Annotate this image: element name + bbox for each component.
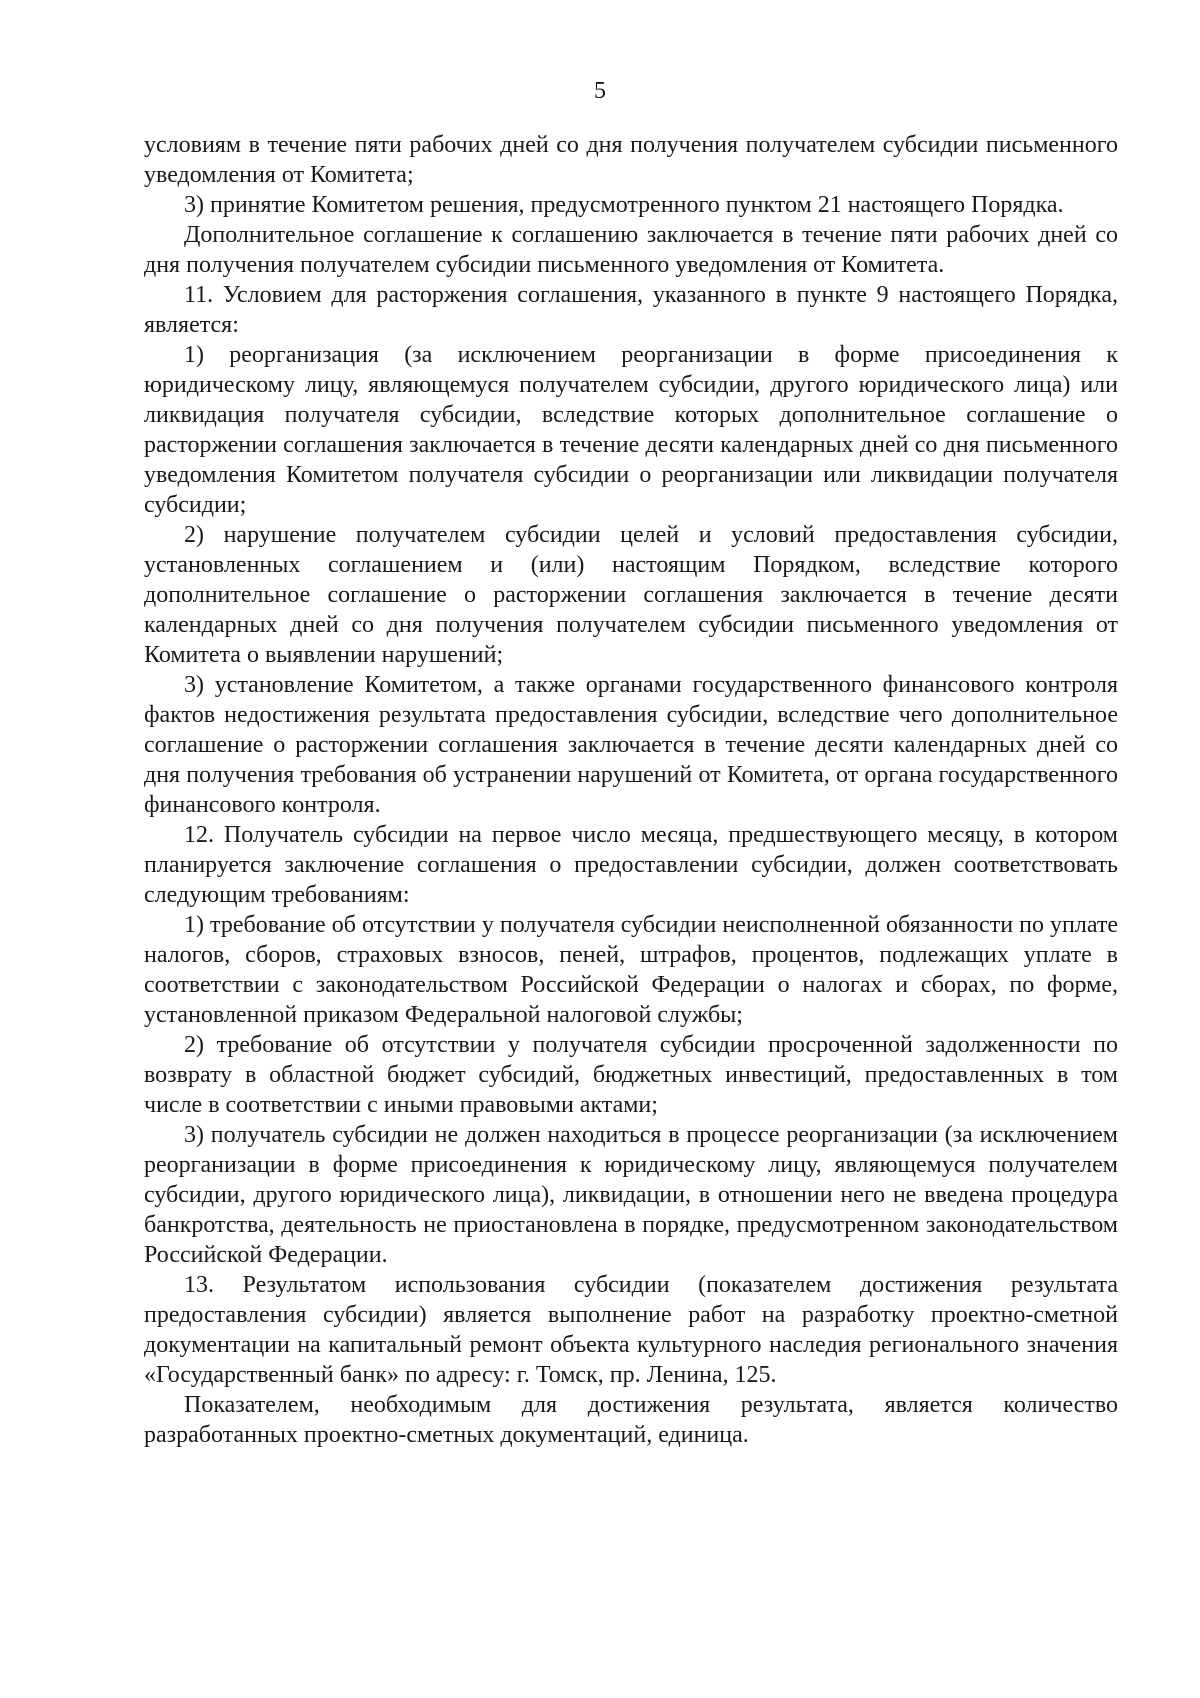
paragraph-continuation: условиям в течение пяти рабочих дней со дня получения получателем субсидии письменного уведомления от Комитета; [144, 132, 1118, 188]
paragraph-item-10-3: 3) принятие Комитетом решения, предусмотренного пунктом 21 настоящего Порядка. [184, 192, 1064, 218]
document-body [144, 130, 1118, 1450]
paragraph-item-11-2: 2) нарушение получателем субсидии целей и условий предоставления субсидии, установленных соглашением и (или) настоящим Порядком, вследствие которого дополнительное соглашение о расторжении соглашения заключается в течение десяти календарных дней со дня получения получателем субсидии письменного уведомления от Комитета о выявлении нарушений; [144, 522, 1118, 668]
paragraph-item-12-1: 1) требование об отсутствии у получателя субсидии неисполненной обязанности по уплате налогов, сборов, страховых взносов, пеней, штрафов, процентов, подлежащих уплате в соответствии с законодательством Российской Федерации о налогах и сборах, по форме, установленной приказом Федеральной налоговой службы; [144, 912, 1118, 1028]
paragraph-item-12-3: 3) получатель субсидии не должен находиться в процессе реорганизации (за исключением реорганизации в форме присоединения к юридическому лицу, являющемуся получателем субсидии, другого юридического лица), ликвидации, в отношении него не введена процедура банкротства, деятельность не приостановлена в порядке, предусмотренном законодательством Российской Федерации. [144, 1122, 1118, 1268]
paragraph-clause-12: 12. Получатель субсидии на первое число месяца, предшествующего месяцу, в котором планируется заключение соглашения о предоставлении субсидии, должен соответствовать следующим требованиям: [144, 822, 1118, 908]
paragraph-item-12-2: 2) требование об отсутствии у получателя субсидии просроченной задолженности по возврату в областной бюджет субсидий, бюджетных инвестиций, предоставленных в том числе в соответствии с иными правовыми актами; [144, 1032, 1118, 1118]
paragraph-clause-13: 13. Результатом использования субсидии (показателем достижения результата предоставления субсидии) является выполнение работ на разработку проектно-сметной документации на капитальный ремонт объекта культурного наследия регионального значения «Государственный банк» по адресу: г. Томск, пр. Ленина, 125. [144, 1272, 1118, 1388]
paragraph-item-11-1: 1) реорганизация (за исключением реорганизации в форме присоединения к юридическому лицу, являющемуся получателем субсидии, другого юридического лица) или ликвидация получателя субсидии, вследствие которых дополнительное соглашение о расторжении соглашения заключается в течение десяти календарных дней со дня письменного уведомления Комитетом получателя субсидии о реорганизации или ликвидации получателя субсидии; [144, 342, 1118, 518]
paragraph-clause-11: 11. Условием для расторжения соглашения, указанного в пункте 9 настоящего Порядка, является: [144, 282, 1118, 338]
paragraph-additional-agreement: Дополнительное соглашение к соглашению заключается в течение пяти рабочих дней со дня получения получателем субсидии письменного уведомления от Комитета. [144, 222, 1118, 278]
paragraph-indicator: Показателем, необходимым для достижения результата, является количество разработанных проектно-сметных документаций, единица. [144, 1392, 1118, 1448]
paragraph-item-11-3: 3) установление Комитетом, а также органами государственного финансового контроля фактов недостижения результата предоставления субсидии, вследствие чего дополнительное соглашение о расторжении соглашения заключается в течение десяти календарных дней со дня получения требования об устранении нарушений от Комитета, от органа государственного финансового контроля. [144, 672, 1118, 818]
page-number: 5 [594, 78, 606, 104]
